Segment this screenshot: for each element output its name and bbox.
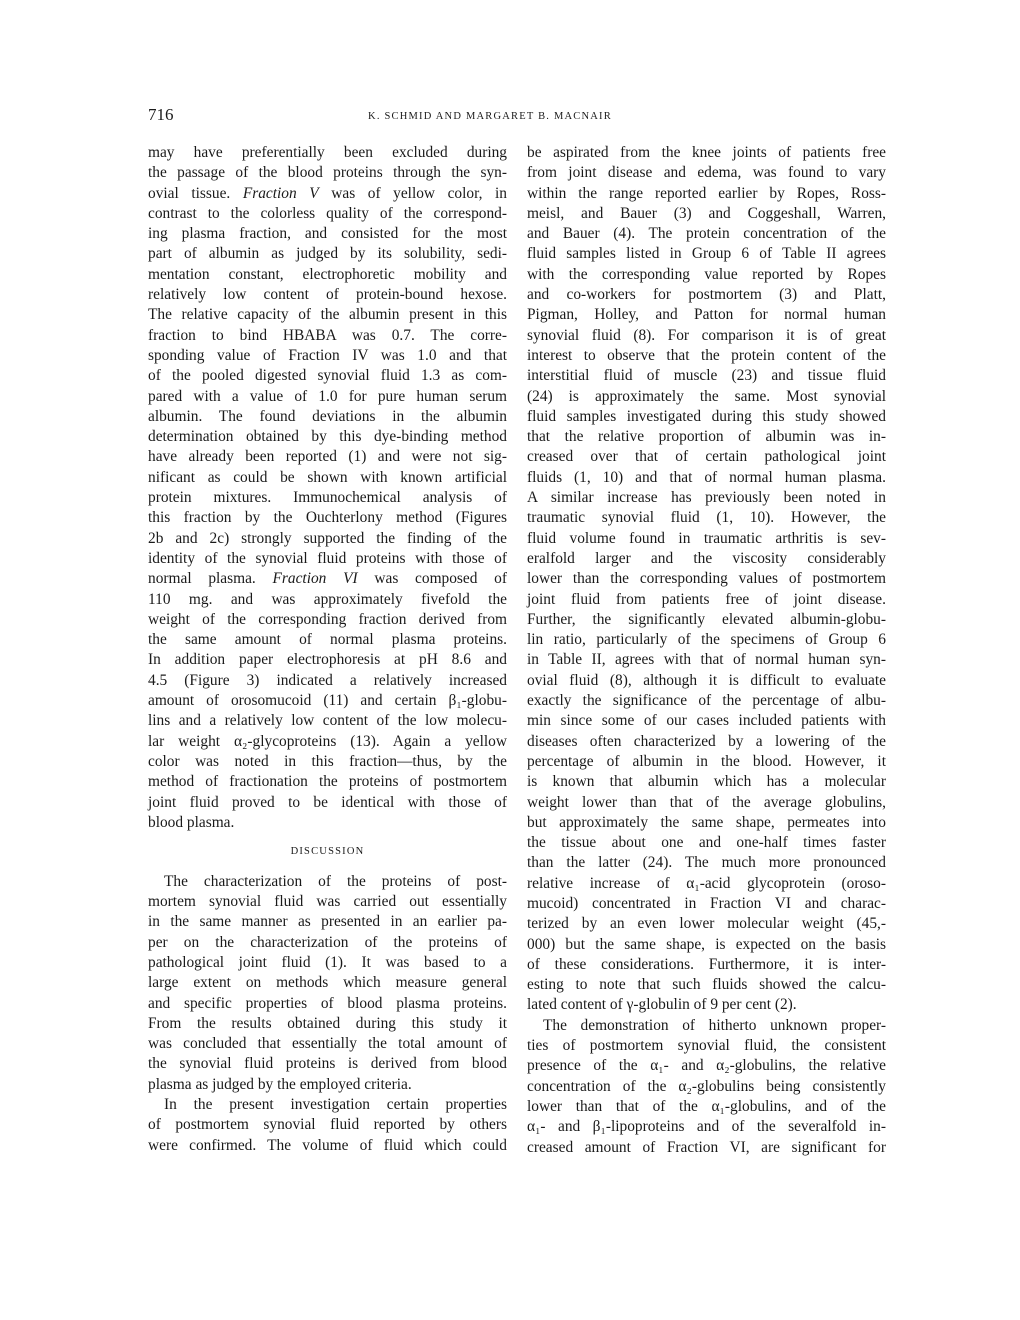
text-line: traumatic synovial fluid (1, 10). However, the	[527, 509, 886, 527]
text-line: with the corresponding value reported by Ropes	[527, 265, 886, 283]
text-line: interstitial fluid of muscle (23) and tissue fluid	[527, 367, 886, 385]
text-line: and co-workers for postmortem (3) and Platt,	[527, 286, 886, 304]
text-line: may have preferentially been excluded during	[148, 144, 507, 161]
text-line: have already been reported (1) and were not sig-	[148, 448, 507, 466]
text-line: esting to note that such fluids showed the calcu-	[527, 976, 886, 994]
text-line: of the pooled digested synovial fluid 1.3 as com-	[148, 367, 507, 385]
section-heading: DISCUSSION	[290, 846, 365, 858]
text-line: identity of the synovial fluid proteins with those of	[148, 549, 507, 567]
text-line: lower than that of the α₁-globulins, and of the	[527, 1097, 886, 1115]
italic-term: Fraction V	[242, 184, 319, 202]
text-line: terized by an even lower molecular weight (45,-	[527, 915, 886, 933]
text-line: mortem synovial fluid was carried out essentially	[148, 893, 507, 911]
text-line: 110 mg. and was approximately fivefold the	[148, 590, 507, 608]
text-line: nificant as could be shown with known artificial	[148, 468, 507, 486]
text-line: but approximately the same shape, permeates into	[527, 813, 886, 831]
text-line	[148, 184, 507, 204]
text-line: Further, the significantly elevated albumin-globu-	[527, 610, 886, 628]
text-span: normal plasma.	[148, 570, 273, 588]
text-line: amount of orosomucoid (11) and certain β₁-globu-	[148, 692, 507, 710]
text-line: Pigman, Holley, and Patton for normal human	[527, 306, 886, 324]
text-line: In the present investigation certain properties	[164, 1096, 507, 1114]
text-line: sponding value of Fraction IV was 1.0 and that	[148, 346, 507, 364]
text-line: synovial fluid (8). For comparison it is of great	[527, 326, 886, 344]
text-line: percentage of albumin in the blood. However, it	[527, 752, 886, 770]
paragraph	[148, 1095, 507, 1156]
text-line: determination obtained by this dye-binding method	[148, 428, 507, 446]
text-line: lins and a relatively low content of the low molecu-	[148, 712, 507, 730]
text-line: meisl, and Bauer (3) and Coggeshall, Warren,	[527, 204, 886, 222]
text-line: fraction to bind HBABA was 0.7. The corre-	[148, 326, 507, 344]
text-line: than the latter (24). The much more pronounced	[527, 854, 886, 872]
text-line: mucoid) concentrated in Fraction VI and charac-	[527, 894, 886, 912]
text-line: creased amount of Fraction VI, are significant for	[527, 1138, 886, 1156]
text-line: joint fluid proved to be identical with those of	[148, 793, 507, 811]
text-line: The relative capacity of the albumin present in this	[148, 306, 507, 324]
italic-term: Fraction VI	[272, 570, 358, 588]
text-line: from joint disease and edema, was found to vary	[527, 164, 886, 182]
text-line: mentation constant, electrophoretic mobility and	[148, 265, 507, 283]
paragraph	[527, 143, 886, 1016]
text-line: (24) is approximately the same. Most synovial	[527, 387, 886, 405]
text-line: the same amount of normal plasma proteins.	[148, 631, 507, 649]
text-line: ovial fluid (8), although it is difficult to evaluate	[527, 671, 886, 689]
text-line: part of albumin as judged by its solubility, sedi-	[148, 245, 507, 263]
text-line: ing plasma fraction, and consisted for the most	[148, 225, 507, 243]
text-line: From the results obtained during this study it	[148, 1014, 507, 1032]
text-line: fluid volume found in traumatic arthritis is sev-	[527, 529, 886, 547]
text-line: concentration of the α₂-globulins being consistently	[527, 1077, 886, 1095]
text-line: were confirmed. The volume of fluid which could	[148, 1136, 507, 1154]
text-line: fluids (1, 10) and that of normal human plasma.	[527, 468, 886, 486]
text-line: in the same manner as presented in an earlier pa-	[148, 913, 507, 931]
paragraph	[148, 143, 507, 833]
text-line: that the relative proportion of albumin was in-	[527, 428, 886, 446]
text-line: is known that albumin which has a molecular	[527, 773, 886, 791]
text-line: relatively low content of protein-bound hexose.	[148, 286, 507, 304]
right-column	[527, 143, 886, 1158]
text-line: was concluded that essentially the total amount of	[148, 1035, 507, 1053]
text-line: lar weight α₂-glycoproteins (13). Again a yellow	[148, 732, 507, 750]
text-line: creased over that of certain pathological joint	[527, 448, 886, 466]
text-line: contrast to the colorless quality of the correspond-	[148, 204, 507, 222]
text-line: interest to observe that the protein content of the	[527, 346, 886, 364]
text-line: pared with a value of 1.0 for pure human serum	[148, 387, 507, 405]
text-line	[148, 569, 507, 589]
text-line: in Table II, agrees with that of normal human syn-	[527, 651, 886, 669]
text-line: fluid samples investigated during this study showed	[527, 407, 886, 425]
text-line: joint fluid from patients free of joint disease.	[527, 590, 886, 608]
text-line: 2b and 2c) strongly supported the finding of the	[148, 529, 507, 547]
text-line: 4.5 (Figure 3) indicated a relatively increased	[148, 671, 507, 689]
text-line: presence of the α₁- and α₂-globulins, the relative	[527, 1057, 886, 1075]
text-line: relative increase of α₁-acid glycoprotein (oroso-	[527, 874, 886, 892]
text-line: method of fractionation the proteins of postmortem	[148, 773, 507, 791]
text-line: large extent on methods which measure general	[148, 974, 507, 992]
text-line: pathological joint fluid (1). It was based to a	[148, 953, 507, 971]
text-line: lated content of γ-globulin of 9 per cent (2).	[527, 996, 797, 1014]
text-line: color was noted in this fraction—thus, by the	[148, 752, 507, 770]
text-line: fluid samples listed in Group 6 of Table II agrees	[527, 245, 886, 263]
text-line: exactly the significance of the percentage of albu-	[527, 692, 886, 710]
text-line: of postmortem synovial fluid reported by others	[148, 1116, 507, 1134]
text-line: α₁- and β₁-lipoproteins and of the severalfold in-	[527, 1118, 886, 1136]
text-span: was of yellow color, in	[318, 184, 508, 202]
paragraph	[527, 1016, 886, 1158]
text-line: blood plasma.	[148, 813, 235, 831]
text-line: lin ratio, particularly of the specimens of Group 6	[527, 631, 886, 649]
text-line: albumin. The found deviations in the albumin	[148, 407, 507, 425]
text-line: this fraction by the Ouchterlony method (Figures	[148, 509, 507, 527]
text-line: and Bauer (4). The protein concentration of the	[527, 225, 886, 243]
text-line: In addition paper electrophoresis at pH 8.6 and	[148, 651, 507, 669]
left-column	[148, 143, 507, 1156]
paragraph	[148, 872, 507, 1095]
text-line: the passage of the blood proteins through the syn-	[148, 164, 507, 182]
running-head: K. SCHMID AND MARGARET B. MACNAIR	[368, 111, 612, 122]
page-number: 716	[148, 105, 174, 124]
text-line: lower than the corresponding values of postmortem	[527, 570, 886, 588]
text-span: ovial tissue.	[148, 184, 243, 202]
text-line: protein mixtures. Immunochemical analysis of	[148, 489, 507, 507]
text-line: min since some of our cases included patients with	[527, 712, 886, 730]
text-line: per on the characterization of the proteins of	[148, 933, 507, 951]
text-line: weight lower than that of the average globulins,	[527, 793, 886, 811]
text-line: plasma as judged by the employed criteria.	[148, 1075, 412, 1093]
text-span: was composed of	[357, 570, 508, 588]
text-line: the synovial fluid proteins is derived from blood	[148, 1055, 507, 1073]
text-line: A similar increase has previously been noted in	[527, 489, 886, 507]
text-line: be aspirated from the knee joints of patients free	[527, 144, 886, 161]
text-line: within the range reported earlier by Ropes, Ross-	[527, 184, 886, 202]
text-line: ties of postmortem synovial fluid, the consistent	[527, 1037, 886, 1055]
text-line: The characterization of the proteins of post-	[164, 872, 507, 890]
text-line: diseases often characterized by a lowering of the	[527, 732, 886, 750]
text-line: and specific properties of blood plasma proteins.	[148, 994, 507, 1012]
text-line: eralfold larger and the viscosity considerably	[527, 549, 886, 567]
text-line: of these considerations. Furthermore, it is inter-	[527, 955, 886, 973]
text-line: weight of the corresponding fraction derived from	[148, 610, 507, 628]
text-line: 000) but the same shape, is expected on the basis	[527, 935, 886, 953]
text-line: the tissue about one and one-half times faster	[527, 834, 886, 852]
text-line: The demonstration of hitherto unknown proper-	[543, 1016, 886, 1034]
